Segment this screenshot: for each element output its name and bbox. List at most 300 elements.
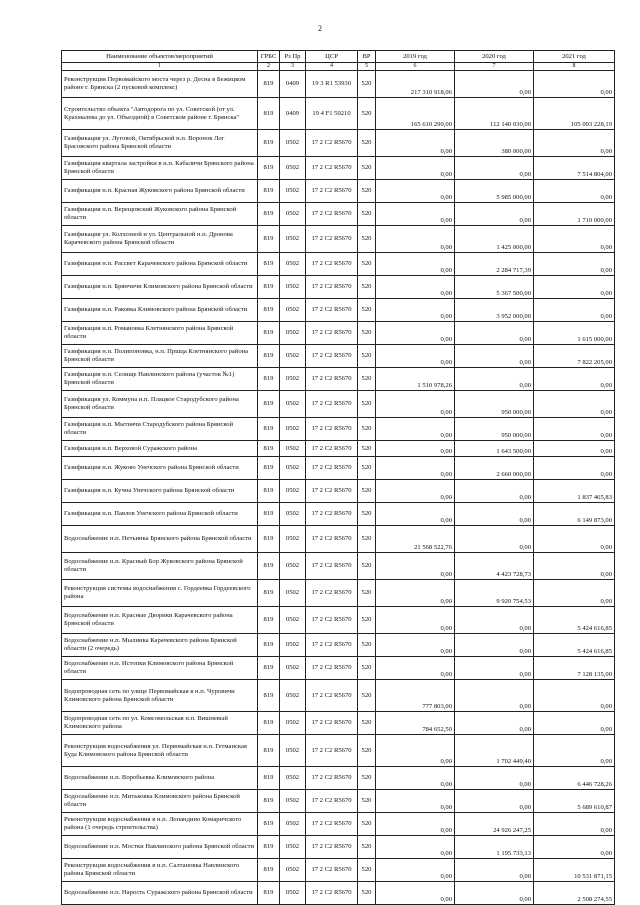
cell-grbs: 819 <box>258 180 280 203</box>
cell-2020: 0,00 <box>455 767 534 790</box>
cell-rzpr: 0409 <box>280 98 306 130</box>
cell-grbs: 819 <box>258 680 280 712</box>
cell-rzpr: 0502 <box>280 634 306 657</box>
header-name: Наименование объектов/мероприятий <box>62 51 258 63</box>
cell-name: Водоснабжение н.п. Митьковка Климовского района Брянской области <box>62 790 258 813</box>
table-row <box>62 441 615 457</box>
table-row <box>62 345 615 368</box>
cell-2021: 0,00 <box>534 813 615 836</box>
cell-2019: 0,00 <box>376 767 455 790</box>
cell-2021: 0,00 <box>534 712 615 735</box>
cell-2021: 0,00 <box>534 299 615 322</box>
cell-2019: 0,00 <box>376 836 455 859</box>
cell-name: Водопроводная сеть по улице Первомайская в н.п. Чуровичи Климовского района Брянской области <box>62 680 258 712</box>
cell-name: Газификация н.п. Брянчичи Климовского района Брянской области <box>62 276 258 299</box>
cell-2020: 0,00 <box>455 657 534 680</box>
cell-2021: 6 446 728,26 <box>534 767 615 790</box>
cell-2020: 3 952 000,00 <box>455 299 534 322</box>
cell-2020: 5 367 500,00 <box>455 276 534 299</box>
cell-name: Реконструкция Первомайского моста через р. Десна в Бежицком районе г. Брянска (2 пусковой комплекс) <box>62 71 258 98</box>
cell-vr: 520 <box>358 607 376 634</box>
cell-csr: 17 2 C2 R5670 <box>306 813 358 836</box>
cell-name: Газификация н.п. Романовка Клетнянского района Брянской области <box>62 322 258 345</box>
column-number-row <box>62 63 615 71</box>
cell-vr: 520 <box>358 680 376 712</box>
cell-grbs: 819 <box>258 276 280 299</box>
cell-rzpr: 0502 <box>280 203 306 226</box>
cell-rzpr: 0502 <box>280 418 306 441</box>
cell-vr: 520 <box>358 634 376 657</box>
cell-name: Газификация н.п. Верховой Суражского района <box>62 441 258 457</box>
column-number: 3 <box>280 63 306 71</box>
cell-name: Газификация н.п. Павлов Унечского района Брянской области <box>62 503 258 526</box>
cell-csr: 17 2 C2 R5670 <box>306 391 358 418</box>
cell-2019: 0,00 <box>376 882 455 905</box>
cell-2020: 0,00 <box>455 345 534 368</box>
cell-2021: 2 508 274,55 <box>534 882 615 905</box>
cell-name: Водоснабжение н.п. Воробьевка Климовского района <box>62 767 258 790</box>
cell-grbs: 819 <box>258 368 280 391</box>
cell-csr: 17 2 C2 R5670 <box>306 180 358 203</box>
cell-grbs: 819 <box>258 767 280 790</box>
cell-rzpr: 0502 <box>280 607 306 634</box>
cell-grbs: 819 <box>258 71 280 98</box>
header-vr: ВР <box>358 51 376 63</box>
cell-2020: 0,00 <box>455 790 534 813</box>
cell-csr: 17 2 C2 R5670 <box>306 634 358 657</box>
cell-2020: 0,00 <box>455 607 534 634</box>
table-row <box>62 503 615 526</box>
table-row <box>62 882 615 905</box>
cell-csr: 17 2 C2 R5670 <box>306 276 358 299</box>
cell-csr: 17 2 C2 R5670 <box>306 503 358 526</box>
cell-vr: 520 <box>358 580 376 607</box>
cell-2019: 0,00 <box>376 253 455 276</box>
cell-2021: 0,00 <box>534 836 615 859</box>
cell-grbs: 819 <box>258 657 280 680</box>
cell-grbs: 819 <box>258 882 280 905</box>
header-2019: 2019 год <box>376 51 455 63</box>
cell-name: Газификация ул. Коммуна н.п. Плацкое Стародубского района Брянской области <box>62 391 258 418</box>
cell-csr: 19 3 R1 53930 <box>306 71 358 98</box>
header-row <box>62 51 615 63</box>
cell-vr: 520 <box>358 767 376 790</box>
cell-csr: 17 2 C2 R5670 <box>306 882 358 905</box>
cell-rzpr: 0502 <box>280 480 306 503</box>
cell-grbs: 819 <box>258 735 280 767</box>
cell-grbs: 819 <box>258 226 280 253</box>
cell-csr: 17 2 C2 R5670 <box>306 680 358 712</box>
cell-2019: 0,00 <box>376 130 455 157</box>
cell-vr: 520 <box>358 657 376 680</box>
table-row <box>62 526 615 553</box>
cell-csr: 17 2 C2 R5670 <box>306 580 358 607</box>
cell-rzpr: 0502 <box>280 859 306 882</box>
cell-2021: 0,00 <box>534 580 615 607</box>
cell-rzpr: 0502 <box>280 368 306 391</box>
cell-2019: 0,00 <box>376 580 455 607</box>
cell-2019: 0,00 <box>376 345 455 368</box>
cell-rzpr: 0502 <box>280 712 306 735</box>
cell-name: Газификация н.п. Рассвет Карачевского района Брянской области <box>62 253 258 276</box>
cell-rzpr: 0502 <box>280 767 306 790</box>
cell-grbs: 819 <box>258 836 280 859</box>
table-row <box>62 180 615 203</box>
cell-name: Газификация н.п. Верещовский Жуковского района Брянской области <box>62 203 258 226</box>
cell-2020: 0,00 <box>455 634 534 657</box>
cell-2021: 1 837 465,83 <box>534 480 615 503</box>
cell-name: Газификация н.п. Мытнячи Стародубского района Брянской области <box>62 418 258 441</box>
cell-2021: 5 424 616,85 <box>534 607 615 634</box>
cell-grbs: 819 <box>258 418 280 441</box>
cell-grbs: 819 <box>258 607 280 634</box>
cell-csr: 17 2 C2 R5670 <box>306 322 358 345</box>
cell-rzpr: 0409 <box>280 71 306 98</box>
cell-2021: 0,00 <box>534 180 615 203</box>
cell-2019: 0,00 <box>376 457 455 480</box>
cell-2021: 105 093 228,19 <box>534 98 615 130</box>
cell-vr: 520 <box>358 836 376 859</box>
table-row <box>62 457 615 480</box>
cell-rzpr: 0502 <box>280 253 306 276</box>
cell-name: Водоснабжение н.п. Красные Дворики Карачевского района Брянской области <box>62 607 258 634</box>
cell-name: Водоснабжение н.п. Нетьинка Брянского района Брянской области <box>62 526 258 553</box>
cell-2019: 0,00 <box>376 322 455 345</box>
cell-vr: 520 <box>358 859 376 882</box>
cell-vr: 520 <box>358 735 376 767</box>
cell-2021: 0,00 <box>534 526 615 553</box>
cell-2020: 0,00 <box>455 526 534 553</box>
cell-2019: 0,00 <box>376 553 455 580</box>
cell-vr: 520 <box>358 322 376 345</box>
cell-vr: 520 <box>358 553 376 580</box>
cell-csr: 17 2 C2 R5670 <box>306 859 358 882</box>
cell-vr: 520 <box>358 71 376 98</box>
cell-csr: 17 2 C2 R5670 <box>306 203 358 226</box>
cell-name: Газификация н.п. Полипоновка, н.п. Пршца Клетнянского района Брянской области <box>62 345 258 368</box>
cell-rzpr: 0502 <box>280 457 306 480</box>
cell-2019: 0,00 <box>376 418 455 441</box>
cell-name: Водоснабжение н.п. Мылинка Карачевского района Брянской области (2 очередь) <box>62 634 258 657</box>
cell-rzpr: 0502 <box>280 680 306 712</box>
cell-2020: 0,00 <box>455 322 534 345</box>
cell-rzpr: 0502 <box>280 226 306 253</box>
cell-name: Водоснабжение н.п. Истопки Климовского района Брянской области <box>62 657 258 680</box>
table-row <box>62 712 615 735</box>
cell-2021: 0,00 <box>534 457 615 480</box>
cell-grbs: 819 <box>258 253 280 276</box>
cell-rzpr: 0502 <box>280 882 306 905</box>
cell-grbs: 819 <box>258 457 280 480</box>
cell-rzpr: 0502 <box>280 345 306 368</box>
table-row <box>62 391 615 418</box>
cell-2019: 0,00 <box>376 299 455 322</box>
cell-2020: 1 702 449,40 <box>455 735 534 767</box>
header-csr: ЦСР <box>306 51 358 63</box>
cell-rzpr: 0502 <box>280 276 306 299</box>
cell-name: Реконструкция водоснабжения ул. Первомайская н.п. Гетманская Буда Климовского района Брянской области <box>62 735 258 767</box>
cell-2019: 0,00 <box>376 203 455 226</box>
column-number: 6 <box>376 63 455 71</box>
cell-vr: 520 <box>358 790 376 813</box>
table-row <box>62 553 615 580</box>
table-row <box>62 657 615 680</box>
cell-2019: 165 610 290,00 <box>376 98 455 130</box>
cell-csr: 17 2 C2 R5670 <box>306 526 358 553</box>
cell-csr: 17 2 C2 R5670 <box>306 553 358 580</box>
cell-csr: 17 2 C2 R5670 <box>306 836 358 859</box>
cell-2021: 0,00 <box>534 735 615 767</box>
cell-name: Газификация н.п. Раковка Климовского района Брянской области <box>62 299 258 322</box>
cell-vr: 520 <box>358 226 376 253</box>
cell-2019: 784 652,50 <box>376 712 455 735</box>
cell-2021: 1 615 000,00 <box>534 322 615 345</box>
cell-grbs: 819 <box>258 391 280 418</box>
cell-2019: 0,00 <box>376 157 455 180</box>
table-row <box>62 836 615 859</box>
cell-2021: 1 710 000,00 <box>534 203 615 226</box>
cell-vr: 520 <box>358 712 376 735</box>
cell-2020: 9 920 754,53 <box>455 580 534 607</box>
cell-grbs: 819 <box>258 634 280 657</box>
cell-2020: 1 195 733,13 <box>455 836 534 859</box>
cell-2020: 0,00 <box>455 859 534 882</box>
cell-2020: 0,00 <box>455 157 534 180</box>
cell-csr: 17 2 C2 R5670 <box>306 735 358 767</box>
cell-2020: 380 000,00 <box>455 130 534 157</box>
cell-name: Водоснабжение н.п. Нарость Суражского района Брянской области <box>62 882 258 905</box>
cell-rzpr: 0502 <box>280 526 306 553</box>
cell-2020: 0,00 <box>455 882 534 905</box>
cell-2020: 0,00 <box>455 680 534 712</box>
table-row <box>62 859 615 882</box>
cell-rzpr: 0502 <box>280 735 306 767</box>
cell-csr: 17 2 C2 R5670 <box>306 441 358 457</box>
cell-2019: 0,00 <box>376 859 455 882</box>
cell-csr: 17 2 C2 R5670 <box>306 480 358 503</box>
cell-vr: 520 <box>358 457 376 480</box>
table-row <box>62 98 615 130</box>
cell-2019: 0,00 <box>376 634 455 657</box>
cell-vr: 520 <box>358 480 376 503</box>
cell-rzpr: 0502 <box>280 813 306 836</box>
column-number: 7 <box>455 63 534 71</box>
table-row <box>62 226 615 253</box>
cell-2020: 950 000,00 <box>455 391 534 418</box>
cell-2019: 1 510 978,26 <box>376 368 455 391</box>
cell-2021: 0,00 <box>534 71 615 98</box>
cell-csr: 17 2 C2 R5670 <box>306 226 358 253</box>
table-row <box>62 276 615 299</box>
cell-rzpr: 0502 <box>280 157 306 180</box>
cell-2020: 1 643 500,00 <box>455 441 534 457</box>
cell-2020: 112 140 030,00 <box>455 98 534 130</box>
cell-name: Газификация квартала застройки в н.п. Кабаличи Брянского района Брянской области <box>62 157 258 180</box>
cell-2019: 777 803,00 <box>376 680 455 712</box>
cell-2021: 5 424 616,85 <box>534 634 615 657</box>
cell-2020: 2 284 717,39 <box>455 253 534 276</box>
cell-name: Водопроводная сеть по ул. Комсомольская н.п. Вишневый Климовского района <box>62 712 258 735</box>
cell-2019: 0,00 <box>376 480 455 503</box>
table-row <box>62 680 615 712</box>
table-row <box>62 322 615 345</box>
cell-grbs: 819 <box>258 553 280 580</box>
cell-vr: 520 <box>358 368 376 391</box>
cell-grbs: 819 <box>258 813 280 836</box>
cell-name: Газификация н.п. Красная Жуковского района Брянской области <box>62 180 258 203</box>
header-2021: 2021 год <box>534 51 615 63</box>
cell-csr: 17 2 C2 R5670 <box>306 457 358 480</box>
cell-rzpr: 0502 <box>280 391 306 418</box>
cell-2021: 0,00 <box>534 368 615 391</box>
cell-vr: 520 <box>358 503 376 526</box>
cell-2021: 10 531 871,15 <box>534 859 615 882</box>
cell-2019: 0,00 <box>376 441 455 457</box>
cell-vr: 520 <box>358 418 376 441</box>
cell-rzpr: 0502 <box>280 503 306 526</box>
page-number: 2 <box>318 24 322 33</box>
cell-grbs: 819 <box>258 157 280 180</box>
cell-csr: 17 2 C2 R5670 <box>306 657 358 680</box>
table-row <box>62 253 615 276</box>
cell-vr: 520 <box>358 882 376 905</box>
cell-rzpr: 0502 <box>280 790 306 813</box>
table-row <box>62 418 615 441</box>
cell-2021: 0,00 <box>534 253 615 276</box>
cell-vr: 520 <box>358 391 376 418</box>
cell-grbs: 819 <box>258 526 280 553</box>
cell-2020: 950 000,00 <box>455 418 534 441</box>
cell-rzpr: 0502 <box>280 553 306 580</box>
cell-2020: 1 425 000,00 <box>455 226 534 253</box>
table-row <box>62 607 615 634</box>
table-row <box>62 480 615 503</box>
cell-2020: 0,00 <box>455 480 534 503</box>
cell-2021: 7 514 804,00 <box>534 157 615 180</box>
table-row <box>62 157 615 180</box>
cell-grbs: 819 <box>258 712 280 735</box>
cell-2019: 0,00 <box>376 607 455 634</box>
cell-2019: 0,00 <box>376 391 455 418</box>
cell-2021: 0,00 <box>534 418 615 441</box>
cell-csr: 17 2 C2 R5670 <box>306 607 358 634</box>
cell-2020: 4 423 728,73 <box>455 553 534 580</box>
cell-csr: 17 2 C2 R5670 <box>306 418 358 441</box>
cell-2020: 5 985 000,00 <box>455 180 534 203</box>
table-row <box>62 203 615 226</box>
cell-2021: 6 149 873,00 <box>534 503 615 526</box>
column-number: 2 <box>258 63 280 71</box>
cell-2021: 0,00 <box>534 553 615 580</box>
cell-rzpr: 0502 <box>280 322 306 345</box>
cell-vr: 520 <box>358 345 376 368</box>
cell-vr: 520 <box>358 203 376 226</box>
cell-name: Газификация ул. Луговой, Октябрьской н.п. Воронов Лог Брасовского района Брянской области <box>62 130 258 157</box>
cell-2020: 0,00 <box>455 203 534 226</box>
table-row <box>62 71 615 98</box>
objects-table <box>61 50 615 905</box>
cell-vr: 520 <box>358 441 376 457</box>
cell-name: Газификация ул. Колхозной и ул. Центральной н.п. Дронова Карачевского района Брянской области <box>62 226 258 253</box>
cell-grbs: 819 <box>258 480 280 503</box>
table-row <box>62 130 615 157</box>
cell-2021: 0,00 <box>534 680 615 712</box>
cell-vr: 520 <box>358 526 376 553</box>
cell-name: Газификация н.п. Селище Навлинского района (участок №1) Брянской области <box>62 368 258 391</box>
cell-2020: 0,00 <box>455 712 534 735</box>
cell-rzpr: 0502 <box>280 441 306 457</box>
column-number: 8 <box>534 63 615 71</box>
cell-csr: 17 2 C2 R5670 <box>306 790 358 813</box>
column-number: 1 <box>62 63 258 71</box>
header-2020: 2020 год <box>455 51 534 63</box>
cell-csr: 17 2 C2 R5670 <box>306 157 358 180</box>
table-row <box>62 813 615 836</box>
table-row <box>62 790 615 813</box>
cell-name: Реконструкция водоснабжения в н.п. Салтановка Навлинского района Брянской области <box>62 859 258 882</box>
cell-csr: 17 2 C2 R5670 <box>306 345 358 368</box>
cell-csr: 17 2 C2 R5670 <box>306 767 358 790</box>
cell-2020: 0,00 <box>455 368 534 391</box>
cell-2021: 0,00 <box>534 226 615 253</box>
cell-vr: 520 <box>358 813 376 836</box>
table-row <box>62 368 615 391</box>
cell-csr: 17 2 C2 R5670 <box>306 368 358 391</box>
cell-grbs: 819 <box>258 98 280 130</box>
cell-vr: 520 <box>358 157 376 180</box>
cell-grbs: 819 <box>258 299 280 322</box>
cell-2019: 21 568 522,76 <box>376 526 455 553</box>
cell-vr: 520 <box>358 130 376 157</box>
header-grbs: ГРБС <box>258 51 280 63</box>
cell-csr: 17 2 C2 R5670 <box>306 712 358 735</box>
cell-2020: 2 660 000,00 <box>455 457 534 480</box>
cell-rzpr: 0502 <box>280 180 306 203</box>
cell-grbs: 819 <box>258 322 280 345</box>
cell-grbs: 819 <box>258 130 280 157</box>
cell-2019: 0,00 <box>376 813 455 836</box>
cell-grbs: 819 <box>258 790 280 813</box>
cell-grbs: 819 <box>258 580 280 607</box>
cell-2021: 7 128 135,00 <box>534 657 615 680</box>
cell-2020: 0,00 <box>455 503 534 526</box>
cell-rzpr: 0502 <box>280 299 306 322</box>
cell-vr: 520 <box>358 98 376 130</box>
cell-name: Реконструкция системы водоснабжения с. Гордеевка Гордеевского района <box>62 580 258 607</box>
cell-vr: 520 <box>358 299 376 322</box>
cell-name: Водоснабжение н.п. Мостки Навлинского района Брянской области <box>62 836 258 859</box>
cell-grbs: 819 <box>258 345 280 368</box>
cell-2020: 0,00 <box>455 71 534 98</box>
cell-2019: 0,00 <box>376 790 455 813</box>
cell-name: Реконструкция водоснабжения в н.п. Лопандино Комаричского района (1 очередь строительства) <box>62 813 258 836</box>
cell-2021: 7 822 205,00 <box>534 345 615 368</box>
cell-grbs: 819 <box>258 441 280 457</box>
cell-2019: 0,00 <box>376 180 455 203</box>
cell-csr: 17 2 C2 R5670 <box>306 253 358 276</box>
cell-2021: 0,00 <box>534 441 615 457</box>
cell-name: Газификация н.п. Жуково Унечского района Брянской области <box>62 457 258 480</box>
cell-2021: 5 689 610,87 <box>534 790 615 813</box>
cell-2021: 0,00 <box>534 276 615 299</box>
table-row <box>62 299 615 322</box>
cell-rzpr: 0502 <box>280 580 306 607</box>
cell-2021: 0,00 <box>534 130 615 157</box>
column-number: 4 <box>306 63 358 71</box>
table-row <box>62 735 615 767</box>
cell-2019: 0,00 <box>376 735 455 767</box>
cell-2019: 0,00 <box>376 503 455 526</box>
